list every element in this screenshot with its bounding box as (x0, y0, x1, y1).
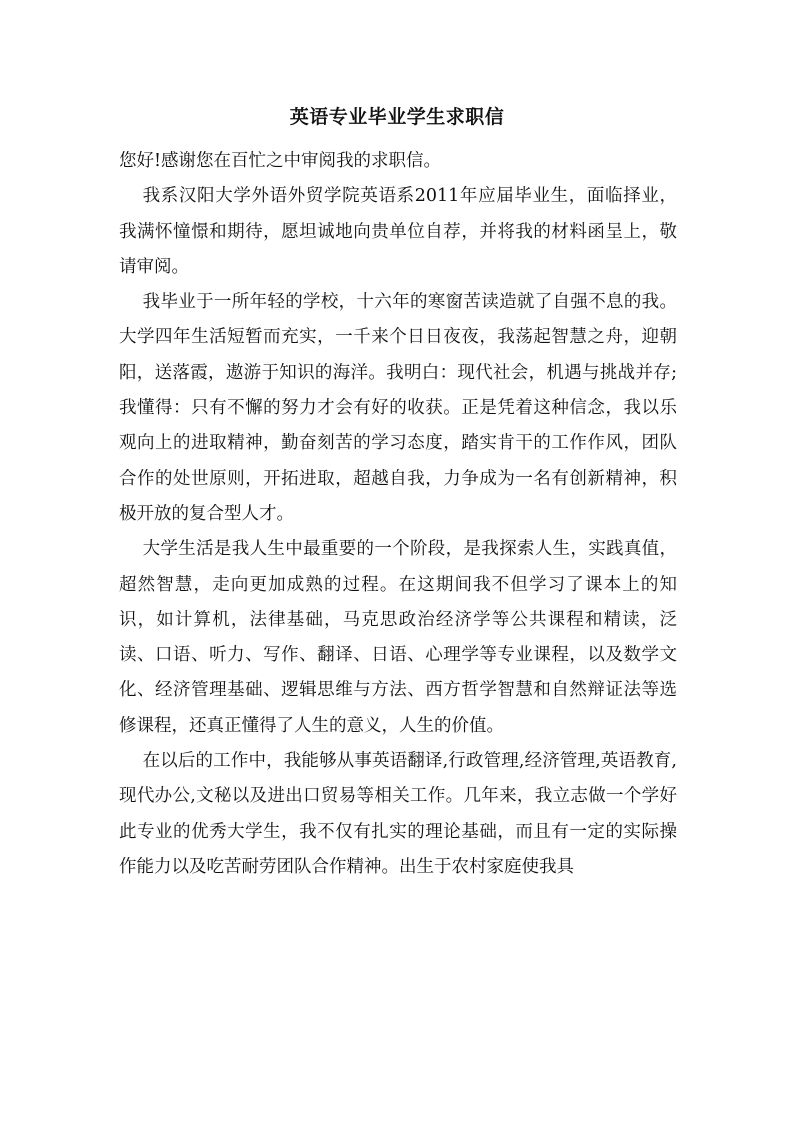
paragraph-4: 在以后的工作中，我能够从事英语翻译,行政管理,经济管理,英语教育,现代办公,文秘以及进出口贸易等相关工作。几年来，我立志做一个学好此专业的优秀大学生，我不仅有扎实的理论基础，而且有一定的实际操作能力以及吃苦耐劳团队合作精神。出生于农村家庭使我具 (119, 751, 677, 877)
greeting-line: 您好!感谢您在百忙之中审阅我的求职信。 (119, 151, 442, 171)
paragraph-1: 我系汉阳大学外语外贸学院英语系2011年应届毕业生，面临择业，我满怀憧憬和期待，愿坦诚地向贵单位自荐，并将我的材料函呈上，敬请审阅。 (119, 186, 677, 277)
paragraph-2: 我毕业于一所年轻的学校，十六年的寒窗苦读造就了自强不息的我。大学四年生活短暂而充实，一千来个日日夜夜，我荡起智慧之舟，迎朝阳，送落霞，遨游于知识的海洋。我明白：现代社会，机遇与挑战并存;我懂得：只有不懈的努力才会有好的收获。正是凭着这种信念，我以乐观向上的进取精神，勤奋刻苦的学习态度，踏实肯干的工作作风，团队合作的处世原则，开拓进取，超越自我，力争成为一名有创新精神，积极开放的复合型人才。 (119, 292, 677, 524)
page-title: 英语专业毕业学生求职信 (289, 106, 505, 128)
letter-body (119, 144, 677, 885)
paragraph-3: 大学生活是我人生中最重要的一个阶段，是我探索人生，实践真值，超然智慧，走向更加成熟的过程。在这期间我不但学习了课本上的知识，如计算机，法律基础，马克思政治经济学等公共课程和精读，泛读、口语、听力、写作、翻译、日语、心理学等专业课程，以及数学文化、经济管理基础、逻辑思维与方法、西方哲学智慧和自然辩证法等选修课程，还真正懂得了人生的意义，人生的价值。 (119, 539, 677, 736)
